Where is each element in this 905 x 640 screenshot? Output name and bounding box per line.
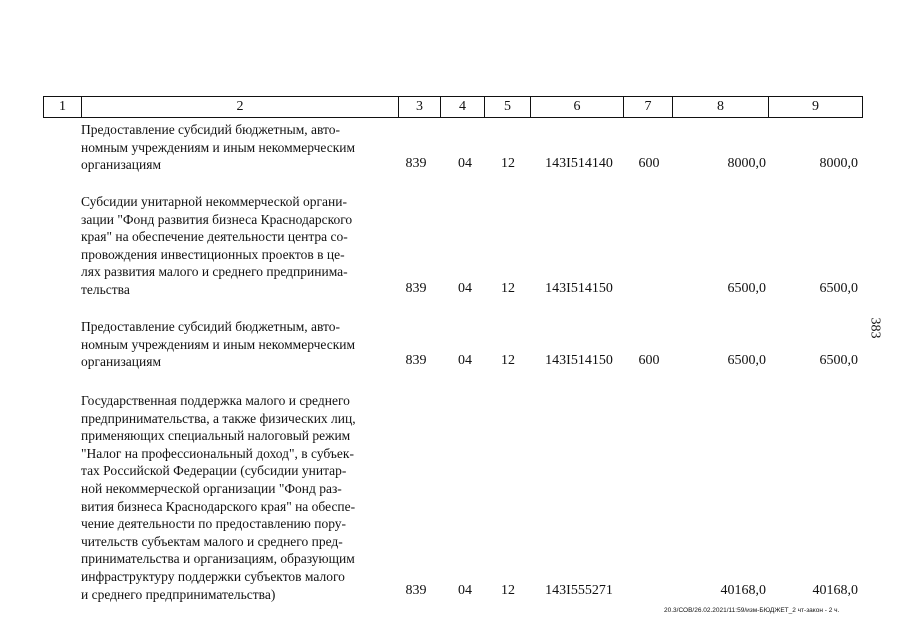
- row-3-col-3: 839: [405, 353, 427, 368]
- row-1-col-8: 8000,0: [727, 156, 766, 171]
- row-2-col-3: 839: [405, 281, 427, 296]
- header-col-8: 8: [717, 99, 724, 114]
- row-2-col-8: 6500,0: [727, 281, 766, 296]
- row-2-col-6: 143I514150: [545, 281, 613, 296]
- row-2-description: Субсидии унитарной некоммерческой органи- зации "Фонд развития бизнеса Краснодарского края" на обеспечение деятельности центра со- провождения инвестиционных проектов в це- лях развития малого и среднего предпринима- тельства: [81, 194, 353, 297]
- header-col-2: 2: [236, 99, 244, 114]
- row-4-col-5: 12: [501, 583, 515, 598]
- row-4-col-9: 40168,0: [812, 583, 858, 598]
- row-4-col-8: 40168,0: [720, 583, 766, 598]
- row-3-col-9: 6500,0: [819, 353, 858, 368]
- header-col-3: 3: [416, 99, 423, 114]
- row-3-col-4: 04: [458, 353, 472, 368]
- row-1-col-7: 600: [638, 156, 660, 171]
- header-col-9: 9: [812, 99, 819, 114]
- row-1-col-4: 04: [458, 156, 472, 171]
- header-col-4: 4: [459, 99, 466, 114]
- row-2-col-9: 6500,0: [819, 281, 858, 296]
- row-3-col-6: 143I514150: [545, 353, 613, 368]
- row-4-col-6: 143I555271: [545, 583, 613, 598]
- row-3-col-8: 6500,0: [727, 353, 766, 368]
- row-4-col-3: 839: [405, 583, 427, 598]
- table-header: [43, 96, 863, 118]
- row-2-col-4: 04: [458, 281, 472, 296]
- row-3-description: Предоставление субсидий бюджетным, авто- номным учреждениям и иным некоммерческим организациям: [81, 319, 356, 370]
- row-2-col-5: 12: [501, 281, 515, 296]
- row-1-description: Предоставление субсидий бюджетным, авто- номным учреждениям и иным некоммерческим организациям: [81, 122, 356, 173]
- row-4-description: Государственная поддержка малого и среднего предпринимательства, а также физических лиц, применяющих специальный налоговый режим "Налог на профессиональный доход", в субъек- тах Российской Федерации (субсидии унитар- ной некоммерческой организации "Фонд раз- вития бизнеса Краснодарского края" на обеспе- чение деятельности по предоставлению пору- чительств субъектам малого и среднего пред- принимательства и организациям, образующим инфраструктуру поддержки субъектов малого и среднего предпринимательства): [81, 393, 356, 602]
- row-3-col-7: 600: [638, 353, 660, 368]
- row-1-col-3: 839: [405, 156, 427, 171]
- header-col-6: 6: [573, 99, 581, 114]
- row-1-col-5: 12: [501, 156, 515, 171]
- header-col-5: 5: [504, 99, 511, 114]
- footer-note: 20.3/СОВ/26.02.2021/11:59/изм-БЮДЖЕТ_2 чт-закон - 2 ч.: [664, 607, 840, 614]
- row-4-col-4: 04: [458, 583, 472, 598]
- row-3-col-5: 12: [501, 353, 515, 368]
- page-number: 383: [867, 317, 883, 339]
- header-col-7: 7: [644, 99, 652, 114]
- header-col-1: 1: [59, 99, 66, 114]
- row-1-col-6: 143I514140: [545, 156, 613, 171]
- row-1-col-9: 8000,0: [819, 156, 858, 171]
